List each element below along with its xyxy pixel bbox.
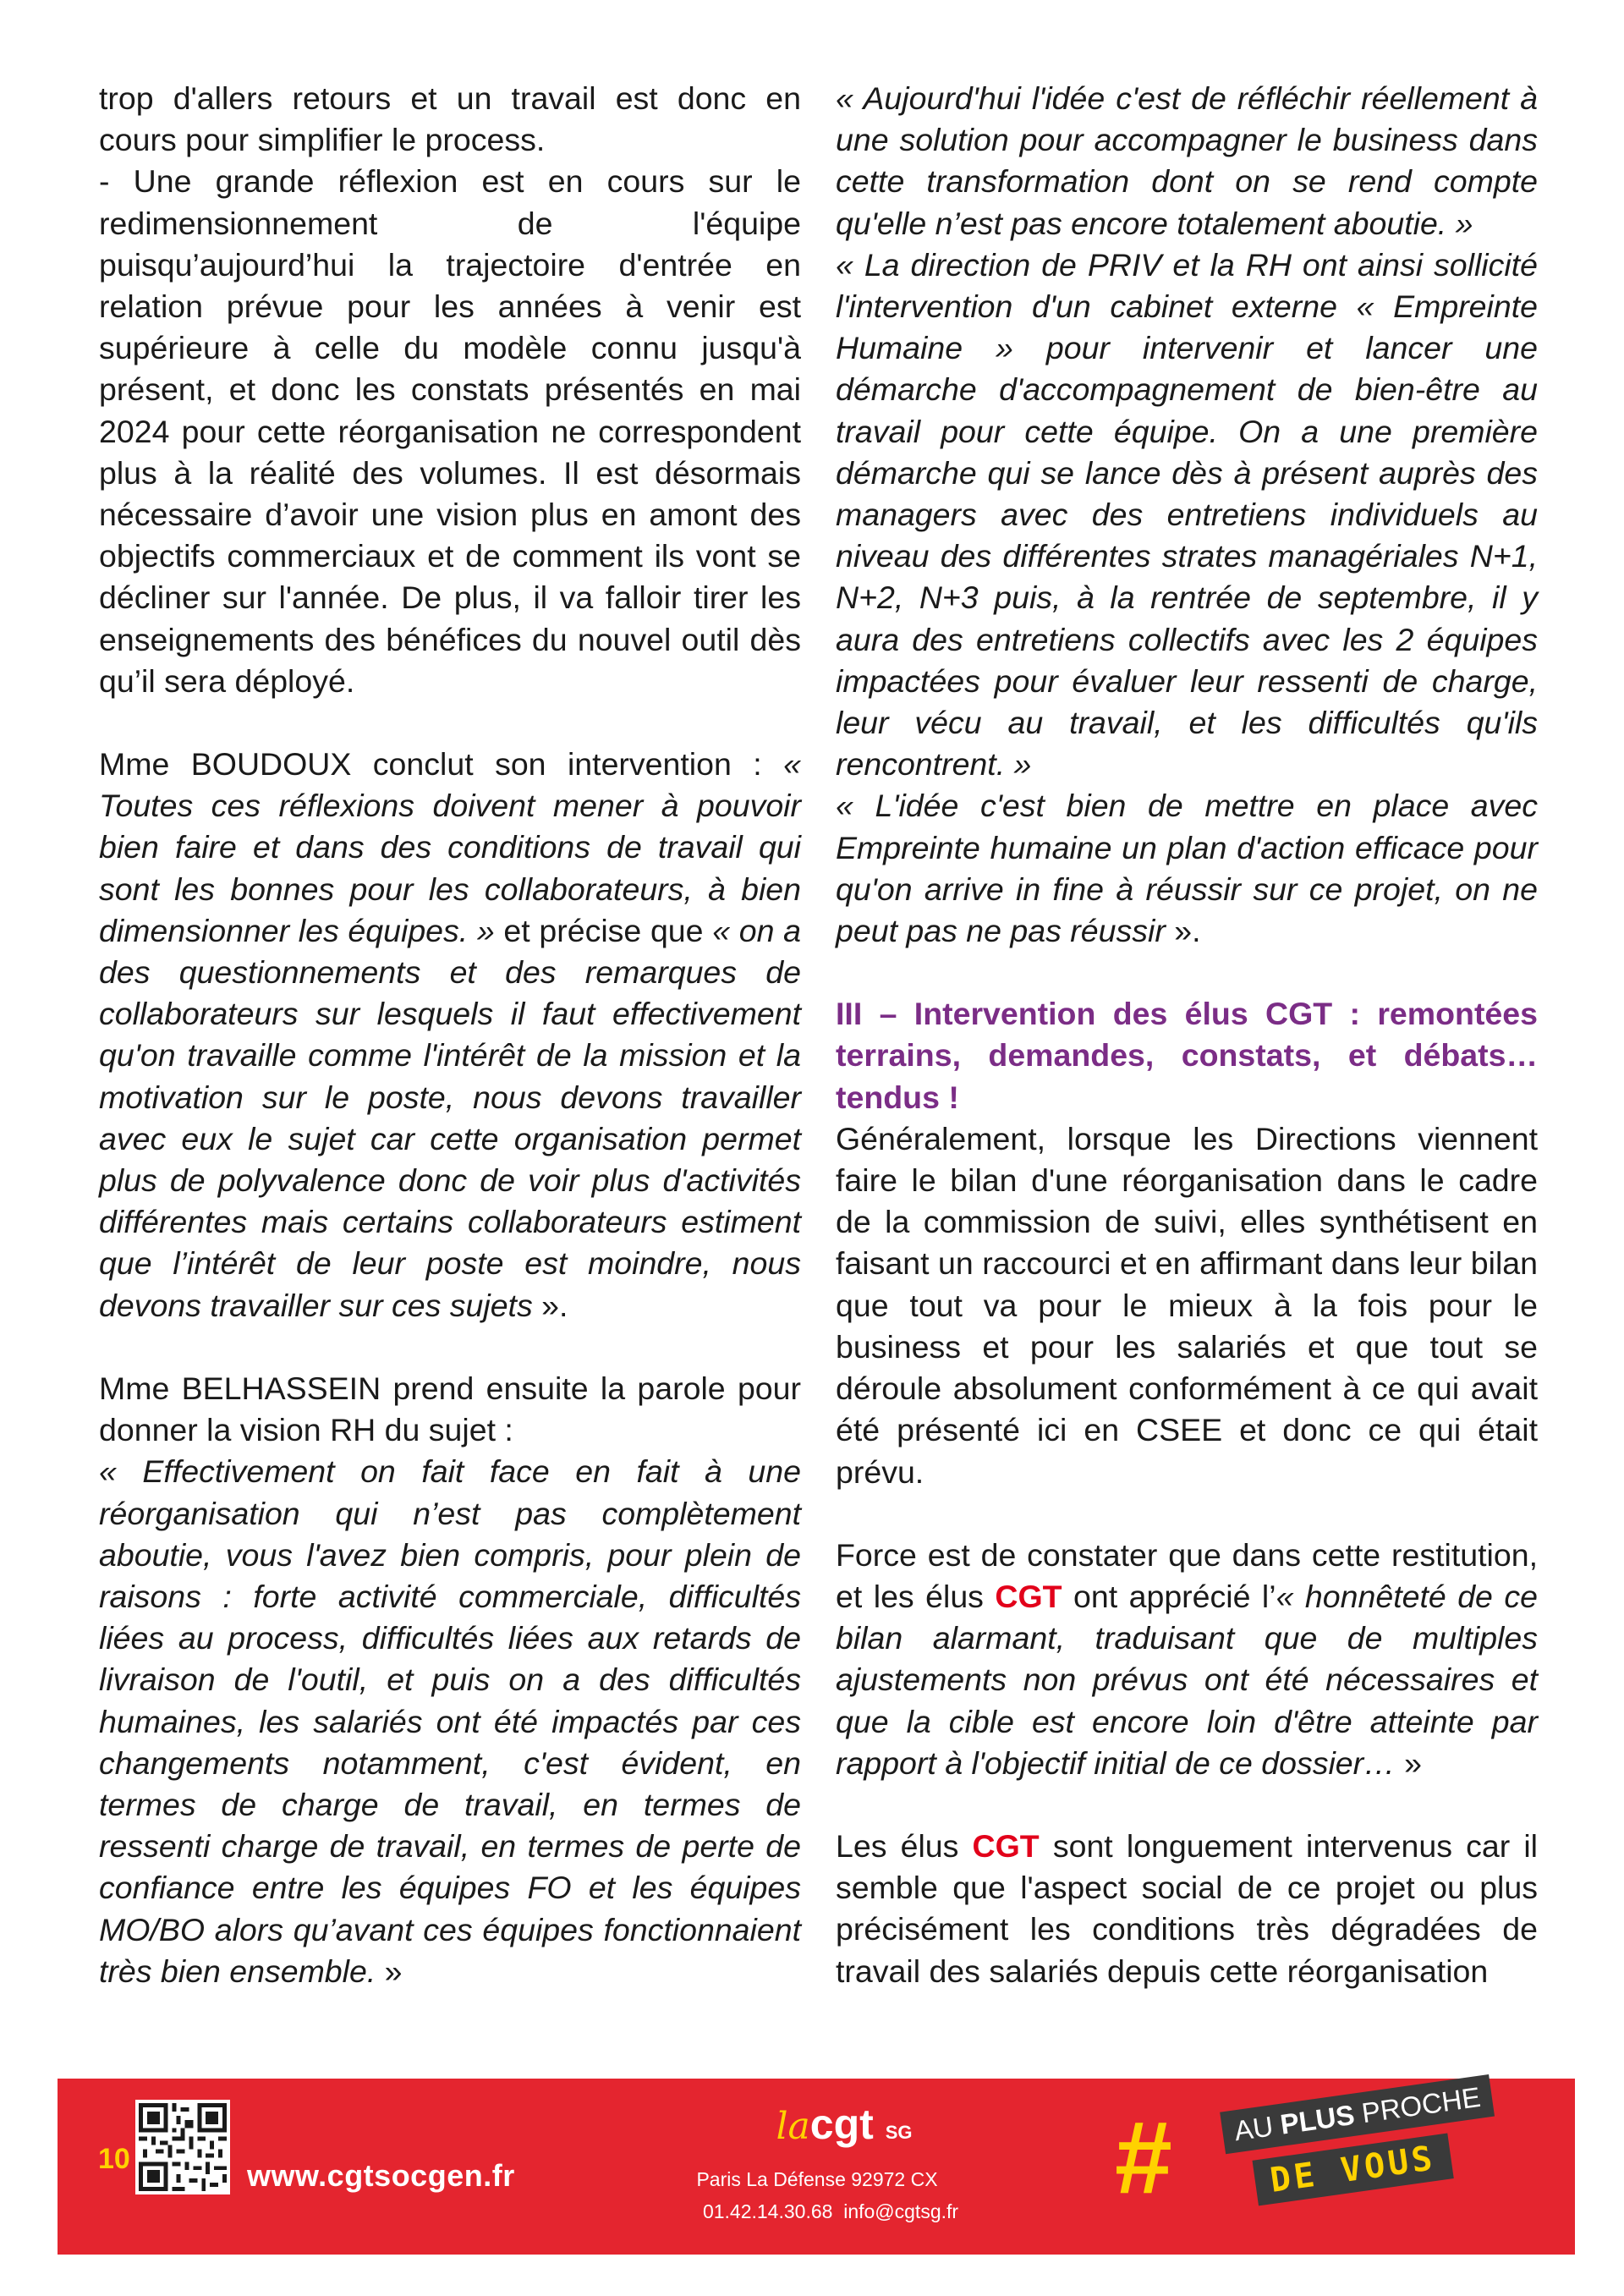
paragraph [99,744,801,1327]
text: et précise que [494,912,713,948]
quote: « La direction de PRIV et la RH ont ainsi sollicité l'intervention d'un cabinet externe « Empreinte Humaine » pour intervenir et lancer une démarche d'accompagnement de bien-être au travail pour cette équipe. On a une première démarche qui se lance dès à présent auprès des managers avec des entretiens individuels au niveau des différentes strates managériales N+1, N+2, N+3 puis, à la rentrée de septembre, il y aura des entretiens collectifs avec les 2 équipes impactées pour évaluer leur ressenti de charge, leur vécu au travail, et les difficultés qu'ils rencontrent. » [836,246,1538,783]
logo-sg: SG [885,2122,913,2143]
hashtag-icon: # [1115,2100,1172,2215]
contact-line [661,2200,1000,2223]
text: Mme BOUDOUX conclut son intervention : [99,746,784,783]
slogan [1216,2052,1486,2221]
slogan-word: PLUS [1278,2098,1357,2140]
qr-code-icon[interactable] [135,2100,230,2194]
paragraph [99,1451,801,1992]
right-column [836,78,1538,1992]
logo-la: la [776,2105,810,2148]
slogan-word: PROCHE [1352,2080,1483,2130]
cgt-logo [717,2101,971,2156]
quote: « Effectivement on fait face en fait à une réorganisation qui n’est pas complètement aboutie, vous l'avez bien compris, pour plein de raisons : forte activité commerciale, difficultés liées au process, difficultés liées aux retards de livraison de l'outil, et puis on a des difficultés humaines, les salariés ont été impactés par ces changements notamment, c'est évident, en termes de charge de travail, en termes de ressenti charge de travail, en termes de perte de confiance entre les équipes FO et les équipes MO/BO alors qu’avant ces équipes fonctionnaient très bien ensemble. [99,1453,801,1989]
paragraph: - Une grande réflexion est en cours sur le redimensionnement de l'équipe puisqu’aujourd’hui la trajectoire d'entrée en relation prévue pour les années à venir est supérieure à celle du modèle connu jusqu'à présent, et donc les constats présentés en mai 2024 pour cette réorganisation ne correspondent plus à la réalité des volumes. Il est désormais nécessaire d’avoir une vision plus en amont des objectifs commerciaux et de comment ils vont se décliner sur l'année. De plus, il va falloir tirer les enseignements des bénéfices du nouvel outil dès qu’il sera déployé. [99,163,801,699]
paragraph: Mme BELHASSEIN prend ensuite la parole pour donner la vision RH du sujet : [99,1370,801,1448]
logo-cgt: cgt [809,2101,874,2148]
quote: « honnêteté de ce bilan alarmant, traduisant que de multiples ajustements non prévus ont été nécessaires et que la cible est encore loin d'être atteinte par rapport à l'objectif initial de ce dossier… [836,1578,1538,1781]
quote: « on a des questionnements et des remarques de collaborateurs sur lesquels il faut effectivement qu'on travaille comme l'intérêt de la mission et la motivation sur le poste, nous devons travailler avec eux le sujet car cette organisation permet plus de polyvalence donc de voir plus d'activités différentes mais certains collaborateurs estiment que l’intérêt de leur poste est moindre, nous devons travailler sur ces sujets [99,912,801,1323]
left-column [99,78,801,1992]
quote-paragraph [836,785,1538,952]
address: Paris La Défense 92972 CX [696,2168,938,2190]
quote: « Toutes ces réflexions doivent mener à pouvoir bien faire et dans des conditions de travail qui sont les bonnes pour les collaborateurs, à bien dimensionner les équipes. » [99,746,801,948]
slogan-word: AU [1232,2109,1283,2147]
text: ». [532,1287,568,1323]
text: ». [1165,913,1201,949]
slogan-bottom: DE VOUS [1253,2134,1454,2206]
cgt-highlight: CGT [972,1827,1040,1864]
slogan-top [1220,2074,1495,2154]
text: » [1395,1744,1422,1781]
phone: 01.42.14.30.68 [702,2200,833,2222]
email-link[interactable]: info@cgtsg.fr [843,2200,959,2222]
section-heading: III – Intervention des élus CGT : remontées terrains, demandes, constats, et débats… tendus ! [836,996,1538,1115]
text: » [376,1953,403,1989]
footer-band [58,2079,1575,2255]
quote-paragraph [836,78,1538,244]
quote-paragraph [836,244,1538,786]
paragraph [836,1826,1538,1992]
text: ont apprécié l’ [1062,1578,1276,1614]
quote: « Aujourd'hui l'idée c'est de réfléchir réellement à une solution pour accompagner le business dans cette transformation dont on se rend compte qu'elle n’est pas encore totalement aboutie. » [836,80,1538,241]
paragraph: trop d'allers retours et un travail est donc en cours pour simplifier le process. [99,80,801,158]
cgt-highlight: CGT [995,1578,1062,1614]
page-number: 10 [98,2143,130,2175]
paragraph [836,1535,1538,1784]
text: Force est de constater que dans cette restitution, et les élus [836,1536,1538,1614]
text: sont longuement intervenus car il semble que l'aspect social de ce projet ou plus précisément les conditions très dégradées de travail des salariés depuis cette réorganisation [836,1827,1538,1989]
quote: « L'idée c'est bien de mettre en place avec Empreinte humaine un plan d'action efficace pour qu'on arrive in fine à réussir sur ce projet, on ne peut pas ne pas réussir [836,788,1538,949]
text: Les élus [836,1827,973,1864]
website-link[interactable]: www.cgtsocgen.fr [247,2158,515,2193]
paragraph: Généralement, lorsque les Directions viennent faire le bilan d'une réorganisation dans le cadre de la commission de suivi, elles synthétisent en faisant un raccourci et en affirmant dans leur bilan que tout va pour le mieux à la fois pour le business et pour les salariés et que tout se déroule absolument conformément à ce qui avait été présenté ici en CSEE et donc ce qui était prévu. [836,1120,1538,1490]
